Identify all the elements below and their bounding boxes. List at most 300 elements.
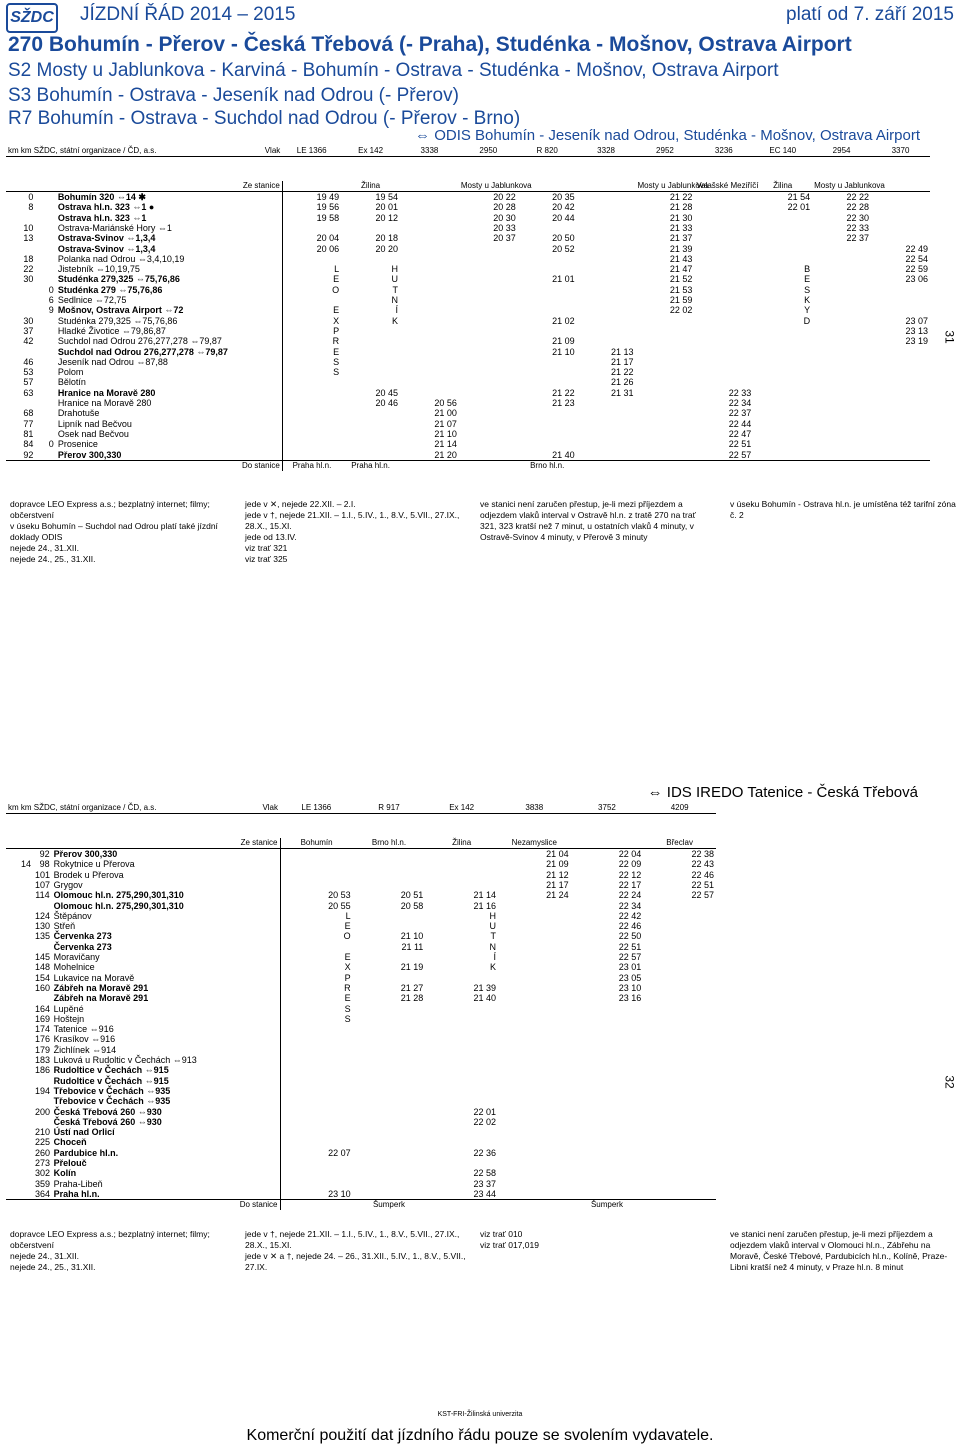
time-cell	[282, 398, 341, 408]
time-cell: 21 17	[610, 356, 634, 367]
time-cell	[753, 326, 812, 336]
time-cell	[459, 274, 518, 284]
table-row	[6, 326, 930, 336]
operator-label: km km SŽDC, státní organizace / ČD, a.s.	[6, 146, 260, 157]
table-row	[6, 357, 930, 367]
time-cell	[812, 295, 871, 305]
station-name: Brodek u Přerova	[52, 870, 280, 880]
time-cell	[459, 429, 518, 439]
spacer-cell	[812, 157, 871, 181]
time-cell	[498, 973, 571, 983]
time-cell	[282, 254, 341, 264]
time-cell	[459, 316, 518, 326]
time-cell: 21 43	[669, 253, 693, 264]
table-row	[6, 880, 716, 890]
km-value: 364	[34, 1188, 51, 1199]
time-cell	[498, 962, 571, 972]
table-row	[6, 1055, 716, 1065]
time-cell	[643, 1127, 716, 1137]
table-row	[6, 1065, 716, 1075]
time-cell	[425, 859, 498, 869]
time-cell	[753, 429, 812, 439]
notes-table-2	[10, 1229, 950, 1279]
time-cell	[353, 1137, 426, 1147]
time-cell: 20 50	[552, 233, 575, 244]
time-cell	[498, 1004, 571, 1014]
table-row	[6, 316, 930, 326]
km-value: 169	[34, 1013, 51, 1024]
from-station: Žilina	[753, 181, 812, 192]
to-station-row	[6, 1200, 716, 1211]
note-item: jede v †, nejede 21.XII. – 1.I., 5.IV., 1., 8.V., 5.VII., 27.IX., 28.X., 15.XI.	[245, 510, 460, 531]
ids-iredo-note: ⇔ IDS IREDO Tatenice - Česká Třebová	[647, 784, 918, 801]
time-cell: 21 37	[669, 233, 693, 244]
time-cell: 22 22	[846, 192, 870, 203]
note-item: dopravce LEO Express a.s.; bezplatný internet; filmy; občerstvení	[10, 1229, 210, 1250]
time-cell: 22 59	[905, 264, 928, 275]
time-cell: 20 01	[375, 202, 399, 213]
time-cell	[353, 1034, 426, 1044]
time-cell: S	[804, 284, 811, 295]
time-cell	[577, 254, 636, 264]
km-value: 6	[48, 295, 54, 306]
time-cell	[400, 367, 459, 377]
time-cell	[636, 357, 695, 367]
spacer-cell	[35, 157, 55, 181]
time-cell: 21 10	[400, 931, 424, 942]
table-row	[6, 952, 716, 962]
time-cell	[280, 942, 353, 952]
time-cell	[643, 1137, 716, 1147]
spacer-cell	[871, 157, 930, 181]
time-cell	[643, 1107, 716, 1117]
station-name: Praha-Libeň	[52, 1179, 280, 1189]
station-name: Polom	[56, 367, 282, 377]
station-name: Studénka 279,325 ⇔75,76,86	[56, 316, 282, 326]
to-station	[280, 1200, 353, 1211]
time-cell	[353, 921, 426, 931]
km-value	[33, 993, 52, 1003]
time-cell	[571, 1096, 644, 1106]
km-value: 63	[23, 387, 34, 398]
time-cell	[571, 1127, 644, 1137]
to-station	[577, 460, 636, 471]
table-row	[6, 1076, 716, 1086]
time-cell	[694, 274, 753, 284]
time-cell	[694, 305, 753, 315]
time-cell	[425, 1004, 498, 1014]
note-item: jede od 13.IV.	[245, 532, 297, 542]
time-cell	[812, 264, 871, 274]
time-cell: 22 33	[728, 387, 752, 398]
table-row	[6, 1086, 716, 1096]
km-value	[6, 931, 33, 941]
station-name: Zábřeh na Moravě 291	[52, 993, 280, 1003]
operator-label: km km SŽDC, státní organizace / ČD, a.s.	[6, 803, 259, 814]
km-value	[6, 849, 33, 860]
note-item: jede v †, nejede 21.XII. – 1.I., 5.IV., 1., 8.V., 5.VII., 27.IX., 28.X., 15.XI.	[245, 1229, 460, 1250]
time-cell: 22 04	[618, 849, 642, 860]
station-name: Rudoltice v Čechách ⇔915	[52, 1065, 280, 1075]
time-cell: 21 22	[669, 192, 693, 203]
time-cell	[353, 849, 426, 860]
km-value	[6, 398, 35, 408]
time-cell	[280, 1179, 353, 1189]
time-cell	[459, 408, 518, 418]
time-cell: 22 38	[691, 849, 714, 860]
time-cell	[425, 1024, 498, 1034]
time-cell	[518, 357, 577, 367]
note-item: v úseku Bohumín – Suchdol nad Odrou platí také jízdní doklady ODIS	[10, 521, 218, 542]
time-cell	[498, 993, 571, 1003]
time-cell	[282, 439, 341, 449]
train-number: 3370	[871, 146, 930, 157]
time-cell: Y	[804, 305, 811, 316]
km-value	[35, 233, 55, 243]
time-cell	[400, 254, 459, 264]
time-cell	[812, 419, 871, 429]
km-value: 174	[34, 1024, 51, 1035]
table-row	[6, 901, 716, 911]
km-value	[35, 419, 55, 429]
time-cell: E	[804, 274, 811, 285]
km-value	[6, 911, 33, 921]
time-cell: K	[489, 962, 496, 973]
time-cell	[280, 1065, 353, 1075]
from-station	[571, 838, 644, 849]
km-value	[35, 274, 55, 284]
time-cell	[812, 408, 871, 418]
time-cell: 21 09	[552, 336, 575, 347]
time-cell: 21 40	[552, 449, 575, 460]
km-value	[6, 285, 35, 295]
time-cell	[871, 305, 930, 315]
table-row	[6, 931, 716, 941]
time-cell	[498, 1086, 571, 1096]
km-value	[35, 398, 55, 408]
time-cell	[280, 849, 353, 860]
time-cell: P	[344, 972, 351, 983]
km-value	[33, 901, 52, 911]
time-cell	[871, 357, 930, 367]
time-cell	[498, 1189, 571, 1200]
time-cell	[694, 295, 753, 305]
time-cell	[498, 942, 571, 952]
spacer-cell	[6, 814, 33, 838]
km-value	[6, 901, 33, 911]
km-value: 13	[23, 233, 34, 244]
time-cell: 22 36	[473, 1147, 496, 1158]
station-name: Žichlínek ⇔914	[52, 1045, 280, 1055]
to-station	[753, 460, 812, 471]
note-item: nejede 24., 25., 31.XII.	[10, 1262, 96, 1272]
km-value	[6, 993, 33, 1003]
time-cell	[753, 223, 812, 233]
time-cell: S	[333, 356, 340, 367]
time-cell	[425, 1034, 498, 1044]
time-cell	[341, 367, 400, 377]
km-value	[35, 357, 55, 367]
to-station-label: Do stanice	[6, 460, 282, 471]
time-cell	[498, 911, 571, 921]
km-value: 0	[28, 192, 34, 203]
km-value	[6, 1179, 33, 1189]
time-cell	[459, 336, 518, 346]
timetable-year-title: JÍZDNÍ ŘÁD 2014 – 2015	[80, 4, 296, 25]
time-cell	[577, 439, 636, 449]
time-cell	[400, 274, 459, 284]
time-cell	[425, 1014, 498, 1024]
km-value	[6, 880, 33, 890]
time-cell	[400, 213, 459, 223]
time-cell: 21 14	[434, 439, 457, 450]
train-number: 3236	[694, 146, 753, 157]
time-cell: 20 22	[493, 192, 516, 203]
time-cell: 21 31	[610, 387, 634, 398]
km-value	[6, 1137, 33, 1147]
time-cell	[812, 398, 871, 408]
station-name: Olomouc hl.n. 275,290,301,310	[52, 901, 280, 911]
time-cell: 21 39	[473, 982, 496, 993]
time-cell: 23 06	[905, 274, 928, 285]
km-value: 18	[23, 253, 34, 264]
time-cell	[498, 901, 571, 911]
time-cell	[400, 244, 459, 254]
time-cell	[498, 1034, 571, 1044]
time-cell	[341, 429, 400, 439]
time-cell: 22 54	[905, 253, 928, 264]
time-cell	[812, 336, 871, 346]
time-cell	[459, 244, 518, 254]
time-cell	[341, 439, 400, 449]
station-name: Rudoltice v Čechách ⇔915	[52, 1076, 280, 1086]
train-number-row	[6, 146, 930, 157]
time-cell: 23 16	[618, 993, 642, 1004]
time-cell	[280, 1086, 353, 1096]
time-cell: 20 18	[375, 233, 399, 244]
time-cell	[571, 1117, 644, 1127]
time-cell: 22 57	[728, 449, 752, 460]
time-cell	[425, 870, 498, 880]
time-cell	[577, 233, 636, 243]
spacer-cell	[636, 157, 695, 181]
time-cell: 23 10	[328, 1188, 351, 1199]
km-value	[35, 264, 55, 274]
time-cell	[694, 357, 753, 367]
spacer-cell	[6, 157, 35, 181]
szdc-logo: SŽDC	[6, 3, 58, 33]
table-row	[6, 1045, 716, 1055]
time-cell	[280, 1076, 353, 1086]
time-cell	[425, 1045, 498, 1055]
to-station	[636, 460, 695, 471]
spacer-cell	[518, 157, 577, 181]
time-cell	[812, 305, 871, 315]
time-cell: 22 44	[728, 418, 752, 429]
table-row	[6, 213, 930, 223]
time-cell	[753, 347, 812, 357]
time-cell	[643, 1086, 716, 1096]
time-cell	[518, 223, 577, 233]
time-cell	[643, 962, 716, 972]
table-row	[6, 388, 930, 398]
time-cell: 22 17	[618, 879, 642, 890]
from-station	[282, 181, 341, 192]
spacer-cell	[282, 157, 341, 181]
spacer-row	[6, 814, 716, 838]
time-cell	[871, 429, 930, 439]
km-value: 107	[34, 879, 51, 890]
time-cell	[425, 1086, 498, 1096]
time-cell	[577, 264, 636, 274]
time-cell	[643, 1096, 716, 1106]
km-value: 53	[23, 367, 34, 378]
time-cell: 22 43	[691, 859, 714, 870]
time-cell	[518, 429, 577, 439]
time-cell	[425, 849, 498, 860]
to-station	[812, 460, 871, 471]
time-cell	[400, 285, 459, 295]
time-cell: 21 22	[552, 387, 575, 398]
time-cell: X	[333, 315, 340, 326]
km-value: 148	[34, 962, 51, 973]
page-number-31: 31	[942, 330, 957, 344]
time-cell: 23 05	[618, 972, 642, 983]
time-cell	[518, 264, 577, 274]
km-value	[6, 973, 33, 983]
spacer-cell	[425, 814, 498, 838]
time-cell	[753, 450, 812, 461]
time-cell	[400, 233, 459, 243]
time-cell	[498, 921, 571, 931]
note-column	[480, 1229, 710, 1251]
station-name: Hranice na Moravě 280	[56, 388, 282, 398]
time-cell	[871, 285, 930, 295]
time-cell: 22 37	[728, 408, 752, 419]
km-value	[35, 254, 55, 264]
time-cell: S	[344, 1013, 351, 1024]
time-cell	[753, 254, 812, 264]
time-cell	[400, 295, 459, 305]
km-value: 225	[34, 1137, 51, 1148]
time-cell: 22 37	[846, 233, 870, 244]
time-cell	[577, 336, 636, 346]
time-cell	[812, 244, 871, 254]
km-value	[6, 1055, 33, 1065]
station-name: Prosenice	[56, 439, 282, 449]
time-cell	[498, 952, 571, 962]
table-row	[6, 921, 716, 931]
time-cell	[636, 347, 695, 357]
km-value	[6, 244, 35, 254]
station-name: Ostrava-Svinov ⇔1,3,4	[56, 233, 282, 243]
km-value: 160	[34, 982, 51, 993]
time-cell	[643, 1158, 716, 1168]
from-station-row	[6, 838, 716, 849]
note-item: ve stanici není zaručen přestup, je-li mezi příjezdem a odjezdem vlaků interval v Olomouci hl.n., Zábřehu na Moravě, České Třebové, Pardubicích hl.n., Kolíně, Praze-Libni kratší než 4 minuty, v Praze hl.n. 8 minut	[730, 1229, 948, 1272]
spacer-cell	[459, 157, 518, 181]
km-value	[6, 942, 33, 952]
line-title-s3: S3 Bohumín - Ostrava - Jeseník nad Odrou (- Přerov)	[8, 85, 459, 106]
time-cell	[643, 1004, 716, 1014]
spacer-cell	[33, 814, 52, 838]
time-cell	[753, 439, 812, 449]
from-station-label: Ze stanice	[6, 838, 280, 849]
km-value: 22	[23, 264, 34, 275]
time-cell	[353, 1024, 426, 1034]
time-cell	[753, 244, 812, 254]
km-value	[35, 213, 55, 223]
time-cell: 21 30	[669, 212, 693, 223]
to-station: Praha hl.n.	[351, 460, 390, 470]
time-cell	[353, 1158, 426, 1168]
time-cell	[694, 326, 753, 336]
time-cell	[282, 295, 341, 305]
station-name: Hranice na Moravě 280	[56, 398, 282, 408]
time-cell: 21 33	[669, 222, 693, 233]
time-cell: 22 51	[691, 879, 714, 890]
time-cell	[425, 1096, 498, 1106]
time-cell	[643, 931, 716, 941]
station-name: Choceň	[52, 1137, 280, 1147]
train-number: 3328	[577, 146, 636, 157]
time-cell	[812, 285, 871, 295]
time-cell	[282, 450, 341, 461]
time-cell	[643, 973, 716, 983]
time-cell	[498, 1137, 571, 1147]
station-name: Ostrava-Svinov ⇔1,3,4	[56, 244, 282, 254]
time-cell	[353, 1096, 426, 1106]
km-value: 9	[48, 305, 54, 316]
from-station-row	[6, 181, 930, 192]
timetable-table-1	[6, 146, 930, 471]
station-name: Kolín	[52, 1168, 280, 1178]
time-cell	[425, 1076, 498, 1086]
time-cell	[400, 357, 459, 367]
time-cell: 20 33	[493, 222, 516, 233]
page-number-32: 32	[942, 1075, 957, 1089]
time-cell	[812, 316, 871, 326]
table-row	[6, 1107, 716, 1117]
time-cell	[753, 377, 812, 387]
table-row	[6, 1127, 716, 1137]
km-value: 14	[20, 859, 31, 870]
spacer-cell	[280, 814, 353, 838]
time-cell: K	[392, 315, 399, 326]
time-cell	[459, 285, 518, 295]
time-cell	[400, 316, 459, 326]
time-cell	[571, 1189, 644, 1200]
time-cell	[498, 1076, 571, 1086]
time-cell: Í	[493, 952, 496, 963]
km-value: 92	[39, 849, 50, 860]
km-value	[6, 1065, 33, 1075]
table-row	[6, 1034, 716, 1044]
time-cell: 21 20	[434, 449, 457, 460]
time-cell	[643, 983, 716, 993]
km-value	[6, 1189, 33, 1200]
time-cell: 22 34	[728, 398, 752, 409]
note-item: nejede 24., 25., 31.XII.	[10, 554, 96, 564]
time-cell: 21 00	[434, 408, 457, 419]
to-station	[459, 460, 518, 471]
time-cell	[694, 285, 753, 295]
time-cell	[498, 1148, 571, 1158]
time-cell: 21 47	[669, 264, 693, 275]
time-cell	[459, 388, 518, 398]
time-cell	[280, 1034, 353, 1044]
km-value	[35, 223, 55, 233]
